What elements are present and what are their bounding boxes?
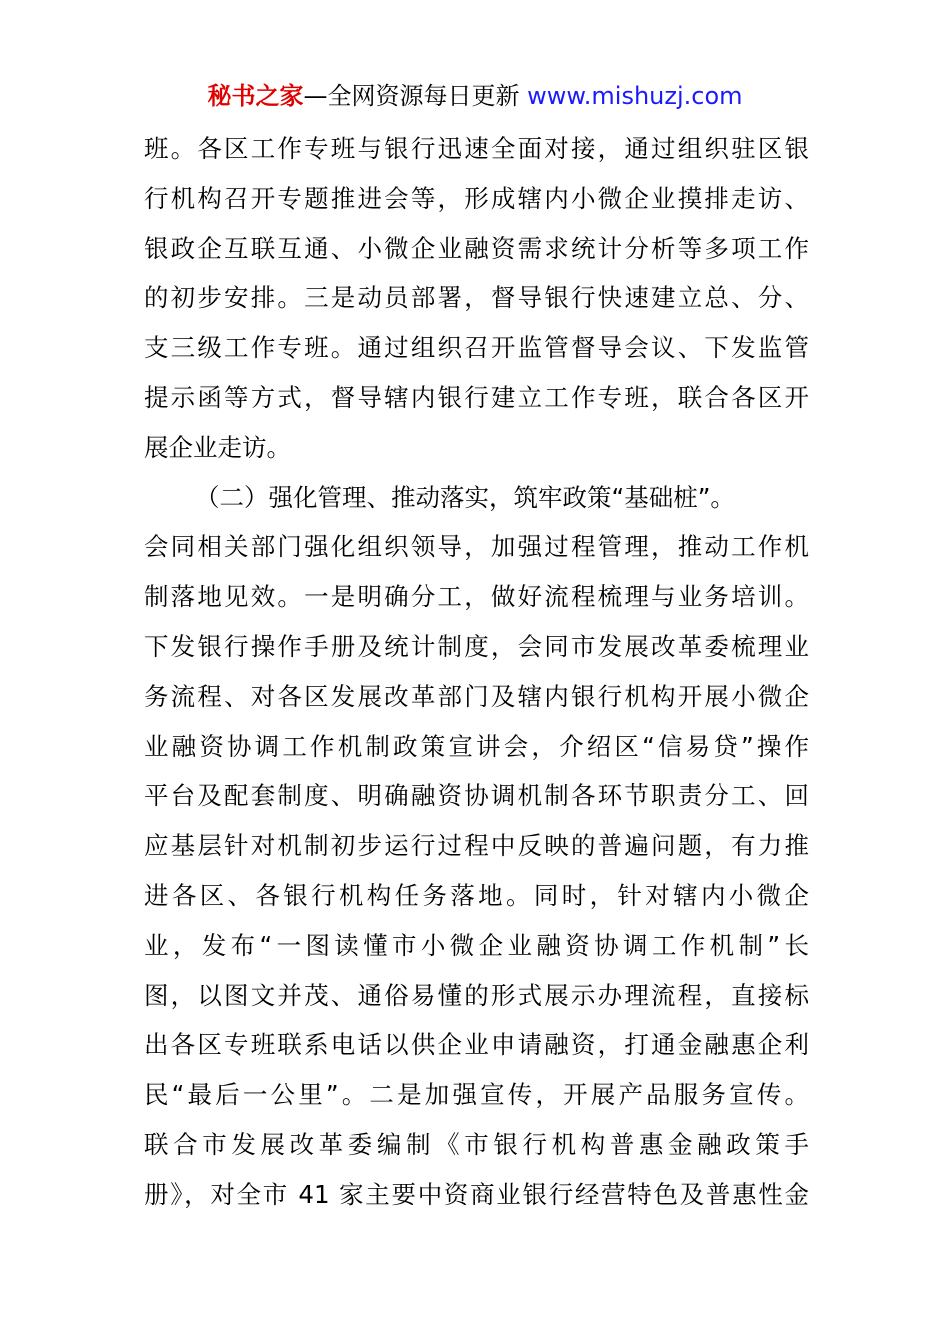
- text-line-paragraph-end: 展企业走访。: [144, 432, 291, 462]
- text-line: 务流程、对各区发展改革部门及辖内银行机构开展小微企: [144, 681, 809, 711]
- text-line: 提示函等方式，督导辖内银行建立工作专班，联合各区开: [144, 382, 809, 412]
- text-line: 下发银行操作手册及统计制度，会同市发展改革委梳理业: [144, 631, 809, 661]
- text-line: 业融资协调工作机制政策宣讲会，介绍区“信易贷”操作: [144, 731, 809, 761]
- text-line: 班。各区工作专班与银行迅速全面对接，通过组织驻区银: [144, 134, 809, 163]
- text-line: 进各区、各银行机构任务落地。同时，针对辖内小微企: [144, 880, 809, 910]
- text-line: 册》，对全市 41 家主要中资商业银行经营特色及普惠性金: [144, 1179, 809, 1209]
- site-tagline: —全网资源每日更新: [303, 82, 520, 110]
- text-line: 银政企互联互通、小微企业融资需求统计分析等多项工作: [144, 233, 809, 263]
- site-header: [0, 80, 950, 112]
- text-line: 支三级工作专班。通过组织召开监管督导会议、下发监管: [144, 333, 809, 363]
- site-brand: 秘书之家: [207, 82, 304, 110]
- text-line: 行机构召开专题推进会等，形成辖内小微企业摸排走访、: [144, 183, 809, 213]
- section-heading-line: （二）强化管理、推动落实，筑牢政策“基础桩”。: [195, 482, 735, 512]
- text-line: 民“最后一公里”。二是加强宣传，开展产品服务宣传。: [144, 1080, 809, 1110]
- document-body: [144, 124, 809, 1220]
- text-line: 图，以图文并茂、通俗易懂的形式展示办理流程，直接标: [144, 980, 809, 1010]
- text-line: 联合市发展改革委编制《市银行机构普惠金融政策手: [144, 1129, 809, 1159]
- text-line: 业，发布“一图读懂市小微企业融资协调工作机制”长: [144, 930, 809, 960]
- text-line: 出各区专班联系电话以供企业申请融资，打通金融惠企利: [144, 1030, 809, 1060]
- text-line: 应基层针对机制初步运行过程中反映的普遍问题，有力推: [144, 831, 809, 861]
- text-line: 制落地见效。一是明确分工，做好流程梳理与业务培训。: [144, 582, 809, 612]
- text-line: 的初步安排。三是动员部署，督导银行快速建立总、分、: [144, 283, 809, 313]
- text-line: 平台及配套制度、明确融资协调机制各环节职责分工、回: [144, 781, 809, 811]
- text-line: 会同相关部门强化组织领导，加强过程管理，推动工作机: [144, 532, 809, 562]
- site-url-link[interactable]: www.mishuzj.com: [527, 82, 743, 110]
